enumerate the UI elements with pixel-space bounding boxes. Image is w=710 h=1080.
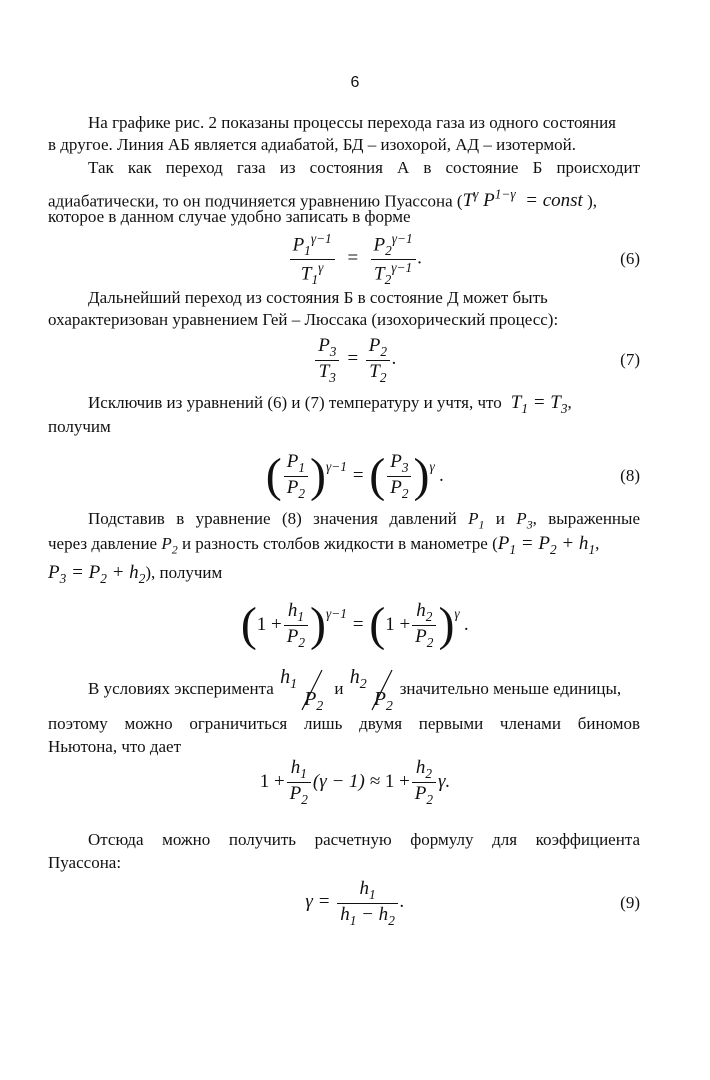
paragraph-5-line-1: [88, 508, 640, 535]
equation-7-number: (7): [620, 350, 640, 369]
paragraph-2-line-2-text: адиабатически, то он подчиняется уравнению Пуассона (: [48, 191, 463, 211]
paragraph-5-line-2-text-a: через давление: [48, 534, 158, 553]
paragraph-5-line-2: через давление $P_2$ и разность столбов жидкости в манометре ($P_1 = P_2 + h_1$,: [48, 533, 600, 557]
equation-7-formula: $\frac{P_3}{T_3}$ = $\frac{P_2}{T_2}$ .: [313, 335, 397, 384]
paragraph-7-line-2: Пуассона:: [48, 853, 122, 872]
paragraph-4-line-1-text: Исключив из уравнений (6) и (7) температуру и учтя, что: [88, 393, 502, 412]
p1-equation: $P_1 = P_2 + h_1$: [497, 533, 596, 557]
paragraph-4-line-2: получим: [48, 417, 111, 436]
paragraph-5-line-1-text-b: и: [495, 509, 505, 528]
paragraph-7-line-1: Отсюда можно получить расчетную формулу для коэффициента: [88, 830, 640, 849]
paragraph-6-line-2: поэтому можно ограничиться лишь двумя первыми членами биномов: [48, 714, 640, 733]
equation-unnumbered-2: [0, 752, 710, 812]
p1-symbol: $P_1$: [468, 509, 485, 532]
equation-9: [0, 872, 710, 934]
paragraph-2-line-1: Так как переход газа из состояния А в состояние Б происходит: [88, 158, 640, 177]
equation-8-formula: ( $\frac{P_1}{P_2}$ ) $^{\gamma-1}$ = ( $\frac{P_3}{P_2}$ ) $^\gamma$ .: [265, 449, 445, 502]
equation-9-formula: γ = $\frac{h_1}{h_1 - h_2}$ .: [305, 878, 405, 928]
paragraph-5-line-1-text-a: Подставив в уравнение (8) значения давлений: [88, 509, 457, 528]
paragraph-1-line-2: в другое. Линия АБ является адиабатой, БД – изохорой, АД – изотермой.: [48, 135, 576, 154]
equation-unnumbered-1-formula: ( 1 + $\frac{h_1}{P_2}$ ) $^{\gamma-1}$ = ( 1 + $\frac{h_2}{P_2}$ ) $^\gamma$ .: [240, 598, 470, 651]
equation-9-number: (9): [620, 893, 640, 912]
paragraph-5-line-2-text-b: и разность столбов жидкости в манометре (: [181, 534, 498, 553]
paragraph-6-line-1-text-b: и: [334, 679, 344, 698]
equation-6-formula: $\frac{P_1^{\gamma-1}}{T_1^\gamma}$ = $\frac{P_2^{\gamma-1}}{T_2^{\gamma-1}}$ .: [288, 231, 423, 287]
paragraph-3-line-2: охарактеризован уравнением Гей – Люссака (изохорический процесс):: [48, 310, 559, 329]
paragraph-6-line-1: [88, 666, 640, 712]
equation-unnumbered-2-formula: 1 + $\frac{h_1}{P_2}$ (γ − 1) ≈ 1 + $\frac{h_2}{P_2}$ γ.: [259, 757, 451, 807]
p2-symbol: $P_2$: [161, 534, 178, 557]
equation-6-number: (6): [620, 249, 640, 268]
equation-6: [0, 230, 710, 288]
paragraph-1-line-1: На графике рис. 2 показаны процессы перехода газа из одного состояния: [88, 113, 616, 132]
paragraph-5-line-1-text-c: , выраженные: [532, 509, 641, 528]
paragraph-6-line-1-text-a: В условиях эксперимента: [88, 679, 274, 698]
paragraph-3-line-1: Дальнейший переход из состояния Б в состояние Д может быть: [88, 288, 548, 307]
p3-equation: $P_3 = P_2 + h_2$: [48, 562, 146, 586]
page-number: 6: [350, 74, 360, 91]
equation-8: [0, 436, 710, 516]
h1-over-p2: $h_1$ $P_2$: [280, 666, 324, 714]
h2-over-p2: $h_2$ $P_2$: [349, 666, 393, 714]
paragraph-5-line-3: [48, 562, 640, 590]
t1-equals-t3: $T_1 = T_3$: [506, 392, 568, 416]
paragraph-6-line-1-text-c: значительно меньше единицы,: [399, 679, 622, 698]
poisson-equation-inline: $T^\gamma$ $P^{1-\gamma}$ = const: [462, 187, 583, 212]
paragraph-2-line-2-end: ),: [587, 191, 597, 211]
equation-7: [0, 332, 710, 388]
equation-unnumbered-1: [0, 590, 710, 660]
paragraph-5-line-3-text: ), получим: [145, 563, 223, 582]
paragraph-6-line-3: Ньютона, что дает: [48, 737, 182, 756]
paragraph-2-line-3: которое в данном случае удобно записать в форме: [48, 207, 411, 226]
equation-8-number: (8): [620, 466, 640, 485]
paragraph-4-line-1: Исключив из уравнений (6) и (7) температуру и учтя, что $T_1 = T_3$,: [88, 392, 572, 416]
p3-symbol: $P_3$: [516, 509, 533, 532]
